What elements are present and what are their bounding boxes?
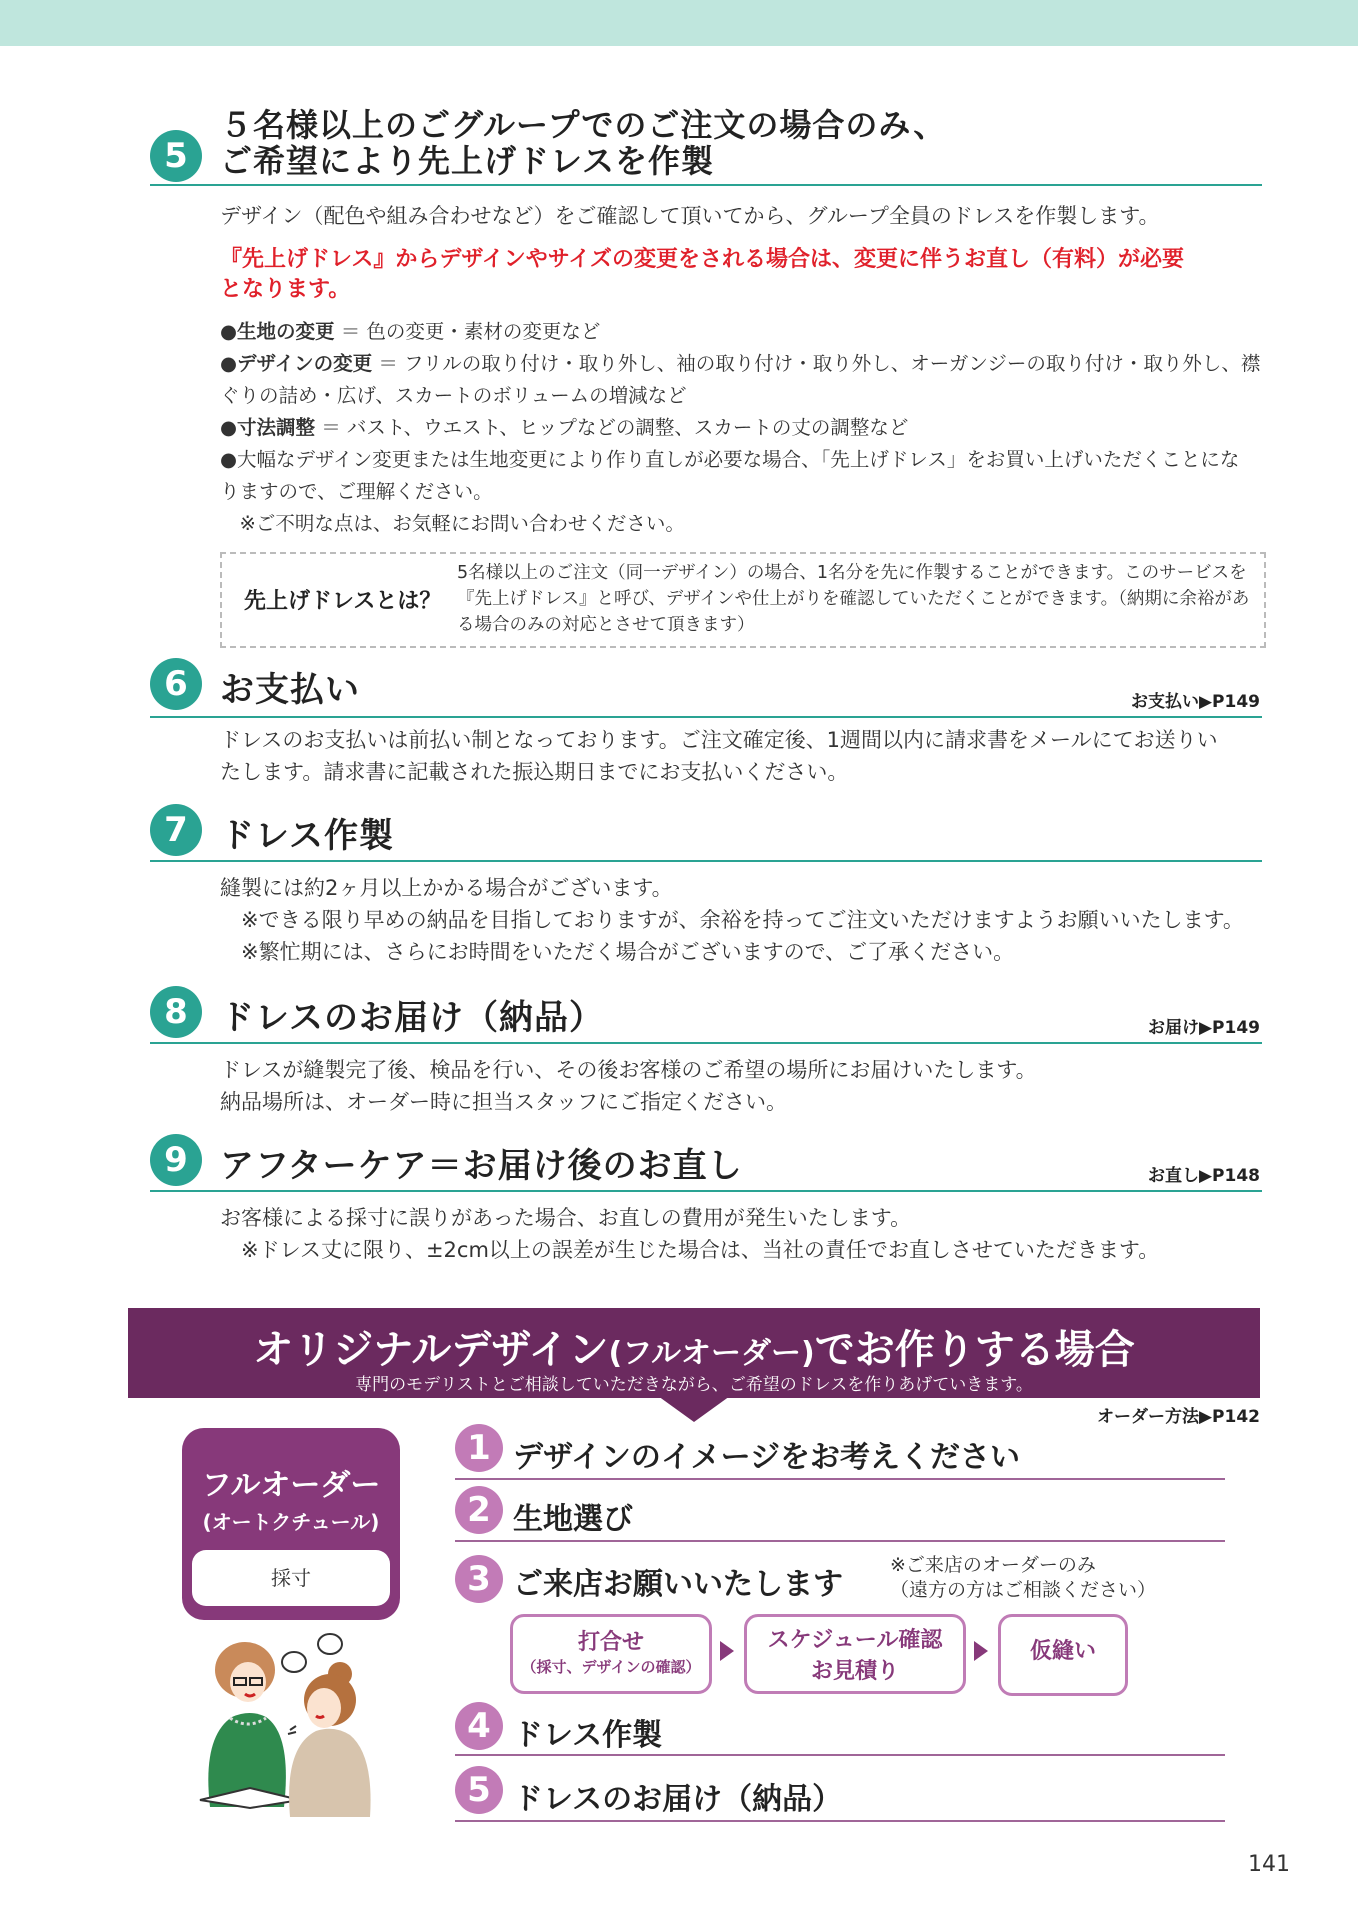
section-6-line: ドレスのお支払いは前払い制となっております。ご注文確定後、1週間以内に請求書をメールにてお送りい [220, 728, 1218, 752]
list-item: ※ご不明な点は、お気軽にお問い合わせください。 [220, 512, 685, 535]
list-item: ●生地の変更 ＝ 色の変更・素材の変更など [220, 320, 601, 343]
step-label: ドレス作製 [513, 1718, 663, 1753]
section-7-line: 縫製には約2ヶ月以上かかる場合がございます。 [220, 876, 673, 900]
section-title-line1: ５名様以上のごグループでのご注文の場合のみ、 [220, 106, 947, 144]
list-item: ぐりの詰め・広げ、スカートのボリュームの増減など [220, 384, 687, 407]
full-order-title: フルオーダー [201, 1468, 381, 1503]
order-method-reference-link[interactable]: オーダー方法▶P142 [1096, 1407, 1260, 1427]
page-reference-link[interactable]: お直し▶P148 [1147, 1166, 1260, 1186]
section-5-change-list [220, 316, 1260, 540]
section-number-badge: 7 [150, 804, 202, 856]
section-9-header [150, 1130, 1262, 1192]
arrow-right-icon [974, 1641, 988, 1661]
section-title: お支払い [220, 670, 360, 710]
step-3-note: ※ご来店のオーダーのみ （遠方の方はご相談ください） [890, 1554, 1157, 1601]
section-7-line: ※繁忙期には、さらにお時間をいただく場合がございますので、ご了承ください。 [220, 940, 1015, 964]
measurement-label: 採寸 [192, 1550, 390, 1606]
order-step-5 [455, 1766, 1225, 1822]
info-box-label: 先上げドレスとは？ [244, 589, 442, 614]
process-basting: 仮縫い [998, 1614, 1128, 1696]
full-order-box [182, 1428, 400, 1620]
section-9-line: お客様による採寸に誤りがあった場合、お直しの費用が発生いたします。 [220, 1206, 912, 1230]
step-label: 生地選び [513, 1502, 633, 1537]
step-label: デザインのイメージをお考えください [513, 1440, 1020, 1475]
process-meeting: 打合せ （採寸、デザインの確認） [510, 1614, 712, 1694]
section-8-line: 納品場所は、オーダー時に担当スタッフにご指定ください。 [220, 1090, 787, 1114]
consultation-illustration [190, 1622, 390, 1822]
section-8-header [150, 982, 1262, 1044]
order-step-4 [455, 1702, 1225, 1756]
banner-pointer [658, 1396, 730, 1422]
step-number-badge: 3 [455, 1555, 503, 1603]
section-5-intro: デザイン（配色や組み合わせなど）をご確認して頂いてから、グループ全員のドレスを作製します。 [220, 204, 1160, 228]
section-9-line: ※ドレス丈に限り、±2cm以上の誤差が生じた場合は、当社の責任でお直しさせていただきます。 [220, 1238, 1160, 1262]
section-7-line: ※できる限り早めの納品を目指しておりますが、余裕を持ってご注文いただけますようお願いいたします。 [220, 908, 1244, 932]
section-6-line: たします。請求書に記載された振込期日までにお支払いください。 [220, 760, 849, 784]
page-number: 141 [1248, 1852, 1290, 1877]
section-6-header [150, 656, 1262, 718]
order-step-2 [455, 1486, 1225, 1542]
original-design-banner [128, 1308, 1260, 1398]
section-title-line2: ご希望により先上げドレスを作製 [220, 142, 715, 180]
banner-title: オリジナルデザイン(フルオーダー)でお作りする場合 [253, 1327, 1135, 1373]
step-number-badge: 5 [455, 1766, 503, 1814]
section-number-badge: 9 [150, 1134, 202, 1186]
list-item: ●大幅なデザイン変更または生地変更により作り直しが必要な場合、「先上げドレス」をお買い上げいただくことにな [220, 448, 1240, 471]
section-8-line: ドレスが縫製完了後、検品を行い、その後お客様のご希望の場所にお届けいたします。 [220, 1058, 1037, 1082]
section-5-warning-line1: 『先上げドレス』からデザインやサイズの変更をされる場合は、変更に伴うお直し（有料）が必要 [220, 247, 1185, 272]
full-order-subtitle: (オートクチュール) [202, 1510, 380, 1534]
step-number-badge: 2 [455, 1486, 503, 1534]
order-step-1 [455, 1424, 1225, 1480]
page-reference-link[interactable]: お届け▶P149 [1147, 1018, 1260, 1038]
section-5-warning-line2: となります。 [220, 277, 351, 302]
step-label: ご来店お願いいたします [513, 1567, 843, 1602]
banner-subtitle: 専門のモデリストとご相談していただきながら、ご希望のドレスを作りあげていきます。 [355, 1375, 1033, 1395]
top-color-band [0, 0, 1358, 46]
section-number-badge: 8 [150, 986, 202, 1038]
step-label: ドレスのお届け（納品） [513, 1782, 843, 1817]
step-number-badge: 4 [455, 1702, 503, 1750]
list-item: ●デザインの変更 ＝ フリルの取り付け・取り外し、袖の取り付け・取り外し、オーガンジーの取り付け・取り外し、襟 [220, 352, 1261, 375]
section-number-badge: 5 [150, 130, 202, 182]
section-title: アフターケア＝お届け後のお直し [220, 1146, 743, 1186]
section-5-header [150, 100, 1262, 186]
list-item: りますので、ご理解ください。 [220, 480, 493, 503]
step-number-badge: 1 [455, 1424, 503, 1472]
arrow-right-icon [720, 1641, 734, 1661]
list-item: ●寸法調整 ＝ バスト、ウエスト、ヒップなどの調整、スカートの丈の調整など [220, 416, 909, 439]
process-schedule-estimate: スケジュール確認 お見積り [744, 1614, 966, 1694]
page-reference-link[interactable]: お支払い▶P149 [1130, 692, 1260, 712]
section-title: ドレス作製 [220, 816, 394, 856]
section-7-header [150, 800, 1262, 862]
section-title: ドレスのお届け（納品） [220, 998, 604, 1038]
info-box-text: 5名様以上のご注文（同一デザイン）の場合、1名分を先に作製することができます。このサービスを『先上げドレス』と呼び、デザインや仕上がりを確認していただくことができます。（納期に余裕がある場合のみの対応とさせて頂きます） [457, 563, 1250, 635]
section-number-badge: 6 [150, 658, 202, 710]
sakiage-dress-info-box [220, 552, 1266, 648]
